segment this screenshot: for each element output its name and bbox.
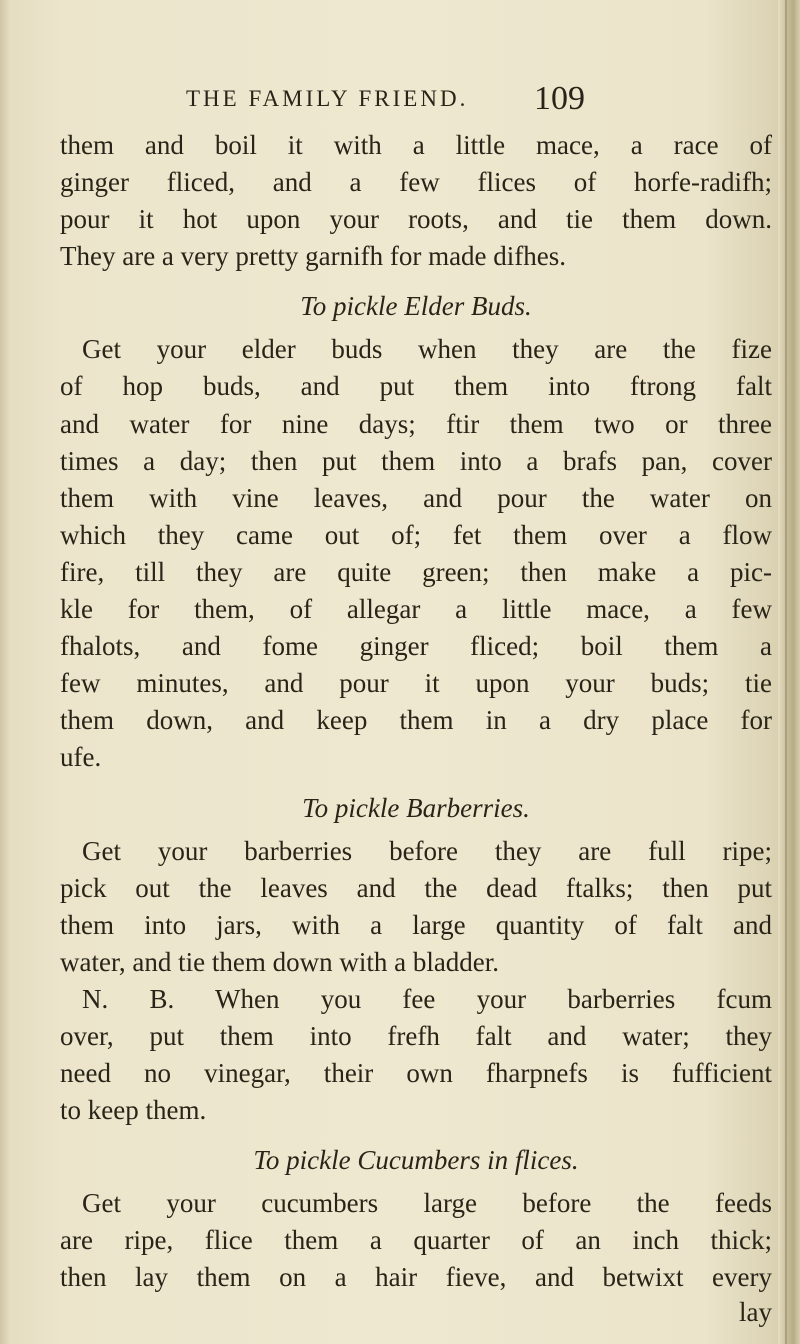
recipe-heading: To pickle Cucumbers in flices. — [253, 1145, 579, 1176]
catchword: lay — [739, 1296, 772, 1327]
text-line: ginger fliced, and a few flices of horfe-radifh; — [60, 167, 772, 198]
text-line: to keep them. — [60, 1095, 207, 1126]
recipe-heading: To pickle Elder Buds. — [300, 291, 532, 322]
text-line: which they came out of; fet them over a flow — [60, 519, 772, 550]
text-line: of hop buds, and put them into ftrong falt — [60, 371, 772, 402]
page-gutter-shadow — [0, 0, 10, 1344]
text-line: then lay them on a hair fieve, and betwixt every — [60, 1262, 772, 1293]
paragraph — [60, 331, 772, 776]
text-line: They are a very pretty garnifh for made difhes. — [60, 241, 567, 272]
text-line: Get your barberries before they are full ripe; — [82, 835, 772, 866]
page-edge — [778, 0, 800, 1344]
text-line: fire, till they are quite green; then make a pic- — [60, 556, 772, 587]
paragraph — [60, 1185, 772, 1296]
page-header — [60, 82, 770, 122]
paragraph — [60, 127, 772, 275]
text-line: few minutes, and pour it upon your buds; tie — [60, 668, 772, 699]
paragraph — [60, 981, 772, 1129]
text-line: times a day; then put them into a brafs pan, cover — [60, 445, 772, 476]
text-line: pour it hot upon your roots, and tie them down. — [60, 204, 772, 235]
page-number: 109 — [534, 80, 585, 117]
text-line: them and boil it with a little mace, a race of — [60, 130, 772, 160]
running-head: THE FAMILY FRIEND. — [186, 86, 469, 111]
text-line: them into jars, with a large quantity of falt and — [60, 909, 772, 940]
text-line: over, put them into frefh falt and water; they — [60, 1020, 772, 1051]
text-line: them with vine leaves, and pour the water on — [60, 482, 772, 513]
text-line: and water for nine days; ftir them two or three — [60, 408, 772, 439]
text-line: N. B. When you fee your barberries fcum — [82, 983, 772, 1014]
text-line: water, and tie them down with a bladder. — [60, 946, 500, 977]
text-line: pick out the leaves and the dead ftalks; then put — [60, 872, 772, 903]
text-line: are ripe, flice them a quarter of an inch thick; — [60, 1225, 772, 1256]
text-line: Get your elder buds when they are the fize — [82, 334, 772, 365]
paragraph — [60, 833, 772, 981]
text-line: them down, and keep them in a dry place for — [60, 705, 772, 736]
text-line: ufe. — [60, 742, 102, 773]
text-line: need no vinegar, their own fharpnefs is fufficient — [60, 1058, 772, 1089]
recipe-heading: To pickle Barberries. — [302, 792, 530, 823]
text-line: kle for them, of allegar a little mace, a few — [60, 594, 772, 625]
text-line: fhalots, and fome ginger fliced; boil them a — [60, 631, 772, 662]
page-body — [60, 127, 772, 1327]
text-line: Get your cucumbers large before the feeds — [82, 1188, 772, 1219]
